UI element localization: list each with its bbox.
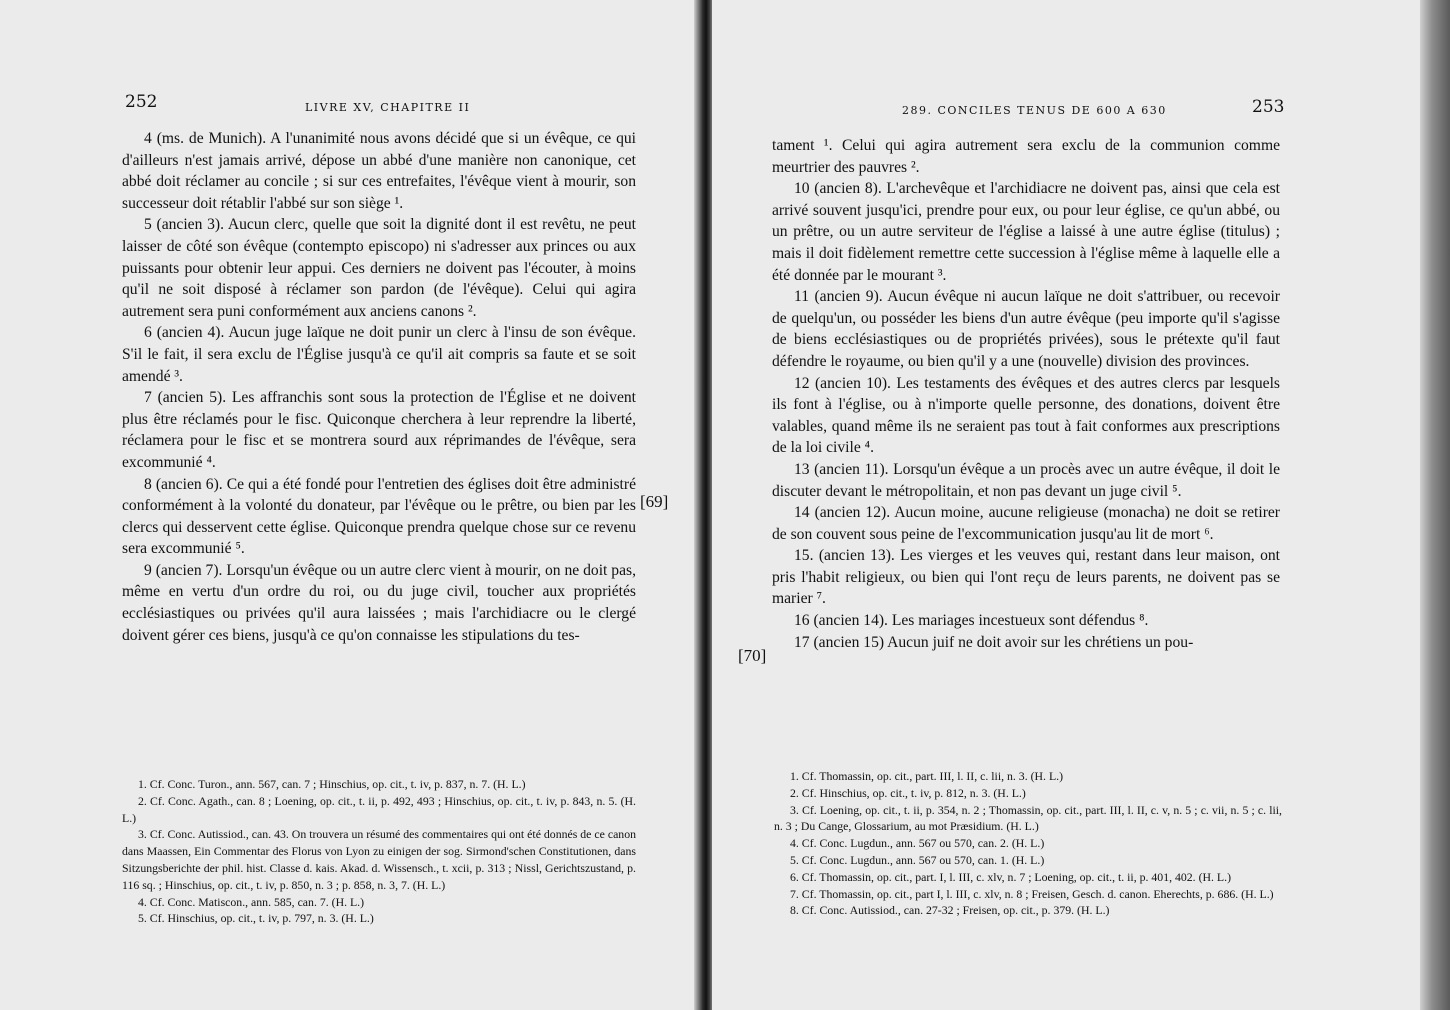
paragraph: 11 (ancien 9). Aucun évêque ni aucun laïque ne doit s'attribuer, ou recevoir de quelqu'un, ou posséder les biens d'un autre évêque (peu importe qu'il s'agisse de biens ecclésiastiques ou de propriétés privées), sous le prétexte qu'il faut défendre le royaume, ou bien qu'il y a une (nouvelle) division des provinces. [772, 288, 1280, 370]
paragraph: 12 (ancien 10). Les testaments des évêques et des autres clercs par lesquels ils font à l'église, ou à n'importe quelle personne, des donations, doivent être valables, quand même ils ne seraient pas tout à fait conformes aux prescriptions de la loi civile ⁴. [772, 374, 1280, 457]
footnote: 4. Cf. Conc. Matiscon., ann. 585, can. 7. (H. L.) [138, 894, 365, 909]
paragraph: 9 (ancien 7). Lorsqu'un évêque ou un autre clerc vient à mourir, on ne doit pas, même en vertu d'un ordre du roi, ou du juge civil, toucher aux propriétés ecclésiastiques ou privées qu'il aura laissées ; mais l'archidiacre ou le clergé doivent gérer ces biens, jusqu'à ce qu'on connaisse les stipulations du tes- [122, 561, 636, 644]
footnote: 2. Cf. Conc. Agath., can. 8 ; Loening, op. cit., t. ii, p. 492, 493 ; Hinschius, op. cit., t. iv, p. 843, n. 5. (H. L.) [122, 793, 636, 825]
left-margin-note: [69] [640, 492, 669, 511]
right-page-number: 253 [1252, 97, 1285, 117]
left-page-number: 252 [125, 92, 158, 112]
left-running-head: LIVRE XV, CHAPITRE II [305, 101, 471, 114]
right-page [712, 0, 1420, 1010]
paragraph: 7 (ancien 5). Les affranchis sont sous la protection de l'Église et ne doivent plus être réclamés pour le fisc. Quiconque cherchera à leur reprendre la liberté, réclamera pour le fisc et se montrera sourd aux réprimandes de l'évêque, sera excommunié ⁴. [122, 389, 636, 471]
paragraph: 6 (ancien 4). Aucun juge laïque ne doit punir un clerc à l'insu de son évêque. S'il le fait, il sera exclu de l'Église jusqu'à ce qu'il ait compris sa faute et se soit amendé ³. [122, 324, 636, 385]
right-running-head: 289. CONCILES TENUS DE 600 A 630 [902, 104, 1167, 117]
right-body-text [772, 135, 1280, 653]
paragraph: 5 (ancien 3). Aucun clerc, quelle que soit la dignité dont il est revêtu, ne peut laisser de côté son évêque (contempto episcopo) ni s'adresser aux princes ou aux puissants pour obtenir leur appui. Ces derniers ne doivent pas l'écouter, à moins qu'il ne soit disposé à réclamer son pardon (de l'évêque). Celui qui agira autrement sera puni conformément aux anciens canons ². [122, 216, 636, 320]
footnote: 6. Cf. Thomassin, op. cit., part. I, l. III, c. xlv, n. 7 ; Loening, op. cit., t. ii, p. 401, 402. (H. L.) [790, 869, 1232, 884]
paragraph: 14 (ancien 12). Aucun moine, aucune religieuse (monacha) ne doit se retirer de son couvent sous peine de l'excommunication jusqu'au lit de mort ⁶. [772, 504, 1280, 543]
footnote: 3. Cf. Loening, op. cit., t. ii, p. 354, n. 2 ; Thomassin, op. cit., part. III, l. II, c. v, n. 5 ; c. vii, n. 5 ; c. lii, n. 3 ; Du Cange, Glossarium, au mot Præsidium. (H. L.) [774, 802, 1282, 834]
page-edge-shadow [1420, 0, 1450, 1010]
footnote: 8. Cf. Conc. Autissiod., can. 27-32 ; Freisen, op. cit., p. 379. (H. L.) [790, 903, 1110, 918]
left-footnotes [122, 776, 636, 927]
right-footnotes [774, 768, 1282, 919]
left-body-text [122, 128, 636, 646]
footnote: 1. Cf. Conc. Turon., ann. 567, can. 7 ; Hinschius, op. cit., t. iv, p. 837, n. 7. (H. L.) [138, 777, 526, 791]
footnote: 1. Cf. Thomassin, op. cit., part. III, l. II, c. lii, n. 3. (H. L.) [790, 769, 1064, 783]
footnote: 3. Cf. Conc. Autissiod., can. 43. On trouvera un résumé des commentaires qui ont été donnés de ce canon dans Maassen, Ein Commentar des Florus von Lyon zu einigen der sog. Sirmond'schen Constitutionen, dans Sitzungsberichte der phil. hist. Classe d. kais. Akad. d. Wissensch., t. xcii, p. 313 ; Nissl, Gerichtszustand, p. 116 sq. ; Hinschius, op. cit., t. iv, p. 850, n. 3 ; p. 858, n. 3, 7. (H. L.) [122, 827, 636, 892]
paragraph: 16 (ancien 14). Les mariages incestueux sont défendus ⁸. [794, 612, 1149, 630]
footnote: 4. Cf. Conc. Lugdun., ann. 567 ou 570, can. 2. (H. L.) [790, 836, 1045, 851]
paragraph: 15. (ancien 13). Les vierges et les veuves qui, restant dans leur maison, ont pris l'habit religieux, ou bien qui l'ont reçu de leurs parents, ne doivent pas se marier ⁷. [772, 547, 1280, 608]
paragraph: 10 (ancien 8). L'archevêque et l'archidiacre ne doivent pas, ainsi que cela est arrivé souvent jusqu'ici, prendre pour eux, ou pour leur église, ce qu'un abbé, ou un prêtre, ou un autre serviteur de l'église a laissé à une autre église (titulus) ; mais il doit fidèlement remettre cette succession à l'église même à laquelle elle a été donnée par le mourant ³. [772, 180, 1280, 284]
paragraph-continuation: tament ¹. Celui qui agira autrement sera exclu de la communion comme meurtrier des pauvres ². [772, 137, 1280, 176]
paragraph: 17 (ancien 15) Aucun juif ne doit avoir sur les chrétiens un pou- [794, 633, 1194, 651]
left-page [0, 0, 700, 1010]
paragraph: 13 (ancien 11). Lorsqu'un évêque a un procès avec un autre évêque, il doit le discuter devant le métropolitain, et non pas devant un juge civil ⁵. [772, 460, 1280, 500]
right-margin-note: [70] [738, 646, 767, 665]
footnote: 5. Cf. Conc. Lugdun., ann. 567 ou 570, can. 1. (H. L.) [790, 852, 1045, 867]
paragraph: 8 (ancien 6). Ce qui a été fondé pour l'entretien des églises doit être administré conformément à la volonté du donateur, par l'évêque ou le prêtre, ou bien par les clercs qui desservent cette église. Quiconque prendra quelque chose sur ce revenu sera excommunié ⁵. [122, 475, 636, 558]
footnote: 2. Cf. Hinschius, op. cit., t. iv, p. 812, n. 3. (H. L.) [790, 785, 1026, 800]
paragraph: 4 (ms. de Munich). A l'unanimité nous avons décidé que si un évêque, ce qui d'ailleurs n'est jamais arrivé, dépose un abbé d'une manière non canonique, cet abbé doit réclamer au concile ; si sur ces entrefaites, l'évêque vient à mourir, son successeur doit rétablir l'abbé sur son siège ¹. [122, 130, 636, 212]
footnote: 5. Cf. Hinschius, op. cit., t. iv, p. 797, n. 3. (H. L.) [138, 911, 374, 926]
footnote: 7. Cf. Thomassin, op. cit., part I, l. III, c. xlv, n. 8 ; Freisen, Gesch. d. canon. Eherechts, p. 686. (H. L.) [790, 886, 1274, 901]
